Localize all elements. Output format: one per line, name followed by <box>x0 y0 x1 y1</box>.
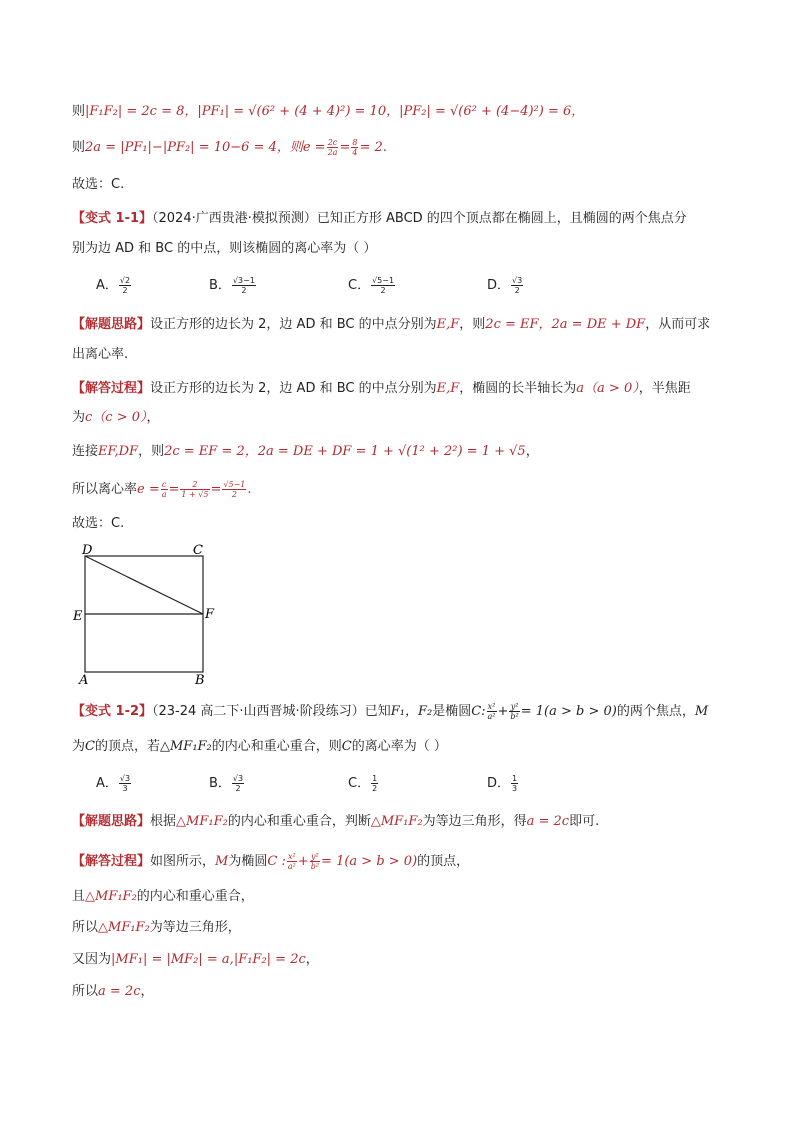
formula: E,F <box>436 317 460 332</box>
denominator: 2 <box>122 286 128 295</box>
text: 为椭圆 <box>228 854 268 869</box>
option-label: D． <box>487 776 511 791</box>
numerator: 2c <box>327 138 338 147</box>
formula: = 1(a > b > 0) <box>321 854 418 869</box>
numerator: √2 <box>119 276 131 285</box>
question-1-1-line-1 <box>72 210 687 228</box>
numerator: √3−1 <box>232 276 255 285</box>
fraction <box>119 774 131 793</box>
option-a[interactable] <box>96 276 132 295</box>
text: 则 <box>72 104 86 119</box>
formula: △MF₁F₂ <box>159 739 212 754</box>
source: （2024·广西贵港·模拟预测） <box>152 211 317 226</box>
formula: M <box>215 854 229 869</box>
fraction <box>511 774 518 793</box>
option-label: A． <box>96 776 118 791</box>
formula: C : <box>267 854 286 869</box>
text: 设正方形的边长为 2，边 AD 和 BC 的中点分别为 <box>150 317 437 332</box>
idea-1-2-line <box>72 813 599 831</box>
denominator: 2 <box>372 784 378 793</box>
label-c: C <box>193 543 203 558</box>
idea-tag: 【解题思路】 <box>72 317 151 332</box>
solution-line-1 <box>72 103 584 121</box>
text: 所以离心率 <box>72 482 138 497</box>
label-d: D <box>82 543 93 558</box>
text: 如图所示， <box>150 854 216 869</box>
text: 为等边三角形，得 <box>422 814 527 829</box>
text: ， <box>525 444 539 459</box>
label-b: B <box>195 673 205 688</box>
option-b[interactable] <box>209 276 257 295</box>
process-1-1-line-2 <box>72 409 160 427</box>
numerator: x² <box>287 852 296 861</box>
option-c[interactable] <box>348 276 396 295</box>
text: 为等边三角形， <box>149 920 241 935</box>
text: 所以 <box>72 920 99 935</box>
text: ，半焦距 <box>638 381 691 396</box>
formula: |F₁F₂| = 2c = 8，|PF₁| = √(6² + (4 + 4)²) = 10，|PF₂| = √(6² + (4−4)²) = 6， <box>85 104 585 119</box>
option-b[interactable] <box>209 774 245 793</box>
numerator: x² <box>487 702 496 711</box>
numerator: √3 <box>119 774 131 783</box>
text: 所以 <box>72 984 99 999</box>
text: ， <box>146 410 160 425</box>
square-figure <box>72 540 222 688</box>
formula: 2a = |PF₁|−|PF₂| = 10−6 = 4，则 <box>85 140 303 155</box>
text: 为 <box>72 739 86 754</box>
fraction <box>310 852 320 871</box>
formula: △MF₁F₂ <box>176 814 228 829</box>
formula: C: <box>471 704 486 719</box>
idea-1-1-line-2: 出离心率. <box>72 347 129 362</box>
text: 的内心和重心重合，判断 <box>227 814 371 829</box>
text: 设正方形的边长为 2，边 AD 和 BC 的中点分别为 <box>150 381 437 396</box>
question-text: 已知正方形 ABCD 的四个顶点都在椭圆上，且椭圆的两个焦点分 <box>316 211 687 226</box>
source: （23-24 高二下·山西晋城·阶段练习） <box>152 704 365 719</box>
segment-df <box>85 556 203 614</box>
text: 即可. <box>569 814 600 829</box>
formula: E,F <box>436 381 460 396</box>
fraction <box>371 774 378 793</box>
fraction <box>327 138 339 157</box>
numerator: 8 <box>352 138 358 147</box>
denominator: b² <box>510 712 519 721</box>
process-1-2-line-1 <box>72 852 469 871</box>
numerator: 1 <box>512 774 518 783</box>
formula: 2c = EF = 2，2a = DE + DF = 1 + √(1² + 2²) = 1 + √5 <box>164 444 526 459</box>
text: 的内心和重心重合，则 <box>211 739 342 754</box>
process-1-2-line-2 <box>72 888 254 906</box>
process-1-1-line-3 <box>72 443 539 461</box>
option-d[interactable] <box>487 276 524 295</box>
fraction <box>511 276 523 295</box>
formula: C <box>85 739 95 754</box>
formula: 2c = EF，2a = DE + DF <box>485 317 646 332</box>
formula: = 2. <box>359 140 387 155</box>
fraction <box>232 774 244 793</box>
denominator: 2 <box>235 784 241 793</box>
process-1-1-line-4 <box>72 480 252 499</box>
option-label: C． <box>348 776 371 791</box>
fraction <box>232 276 256 295</box>
formula: a = 2c <box>526 814 570 829</box>
formula: = <box>168 482 180 497</box>
formula: M <box>694 704 709 719</box>
denominator: 3 <box>122 784 128 793</box>
numerator: √3 <box>512 276 523 285</box>
text: 的两个焦点， <box>616 704 695 719</box>
variant-tag: 【变式 1-1】 <box>72 211 153 226</box>
denominator: 1 + √5 <box>181 490 209 499</box>
process-1-2-line-3 <box>72 919 241 937</box>
denominator: a <box>161 490 167 499</box>
label-e: E <box>73 609 83 624</box>
option-label: C． <box>348 278 371 293</box>
text: 为 <box>72 410 86 425</box>
solution-line-2 <box>72 138 387 157</box>
process-1-2-line-4 <box>72 951 319 969</box>
numerator: 1 <box>372 774 378 783</box>
formula: a = 2c <box>98 984 141 999</box>
formula: F₁，F₂ <box>390 704 433 719</box>
fraction <box>161 480 168 499</box>
denominator: 2a <box>327 148 338 157</box>
formula: . <box>247 482 252 497</box>
fraction <box>287 852 297 871</box>
fraction <box>371 276 395 295</box>
fraction <box>487 702 497 721</box>
option-label: A． <box>96 278 118 293</box>
process-tag: 【解答过程】 <box>72 854 151 869</box>
text: 又因为 <box>72 952 112 967</box>
text: 的顶点， <box>417 854 470 869</box>
formula: △MF₁F₂ <box>85 889 137 904</box>
idea-1-1-line-1 <box>72 316 710 334</box>
label-f: F <box>205 607 215 622</box>
formula: = <box>210 482 222 497</box>
denominator: 2 <box>514 286 520 295</box>
denominator: a² <box>287 862 296 871</box>
process-1-2-line-5 <box>72 983 154 1001</box>
answer-line: 故选：C. <box>72 516 125 531</box>
variant-tag: 【变式 1-2】 <box>72 704 153 719</box>
numerator: 2 <box>180 480 209 490</box>
text: ，椭圆的长半轴长为 <box>459 381 577 396</box>
fraction <box>119 276 131 295</box>
option-label: B． <box>209 776 231 791</box>
numerator: y² <box>510 702 519 711</box>
fraction <box>509 702 519 721</box>
text: 的离心率为（ ） <box>351 739 447 754</box>
formula: e = <box>137 482 160 497</box>
fraction <box>222 480 246 499</box>
question-1-2-line-1 <box>72 702 708 721</box>
numerator: √5−1 <box>223 480 246 489</box>
text: 的顶点，若 <box>94 739 160 754</box>
text: ， <box>305 952 319 967</box>
text: 已知 <box>364 704 391 719</box>
denominator: 2 <box>380 286 386 295</box>
denominator: b² <box>310 862 320 871</box>
formula: e = <box>302 140 326 155</box>
process-1-1-line-1 <box>72 380 691 398</box>
text: ， <box>140 984 154 999</box>
denominator: a² <box>487 712 496 721</box>
numerator: √5−1 <box>372 276 395 285</box>
text: ，则 <box>138 444 165 459</box>
formula: △MF₁F₂ <box>370 814 423 829</box>
process-tag: 【解答过程】 <box>72 381 151 396</box>
text: 的内心和重心重合， <box>136 889 254 904</box>
fraction <box>180 480 209 499</box>
formula: + <box>497 704 509 719</box>
text: ，则 <box>459 317 486 332</box>
formula: EF,DF <box>98 444 139 459</box>
option-a[interactable] <box>96 774 132 793</box>
text: 则 <box>72 140 86 155</box>
label-a: A <box>79 673 89 688</box>
denominator: 2 <box>241 286 247 295</box>
numerator: √3 <box>232 774 244 783</box>
option-label: D． <box>487 278 511 293</box>
numerator: c <box>161 480 167 489</box>
text: 是椭圆 <box>432 704 472 719</box>
denominator: 2 <box>231 490 237 499</box>
question-1-1-line-2: 别为边 AD 和 BC 的中点，则该椭圆的离心率为（ ） <box>72 241 377 256</box>
formula: c（c > 0） <box>85 410 147 425</box>
formula: C <box>341 739 352 754</box>
formula: + <box>297 854 309 869</box>
question-1-2-line-2 <box>72 738 447 756</box>
formula: a（a > 0） <box>576 381 639 396</box>
formula: |MF₁| = |MF₂| = a,|F₁F₂| = 2c <box>111 952 306 967</box>
text: 且 <box>72 889 86 904</box>
answer-line: 故选：C. <box>72 177 125 192</box>
denominator: 4 <box>352 148 358 157</box>
denominator: 3 <box>512 784 518 793</box>
formula: = <box>339 140 351 155</box>
text: 根据 <box>150 814 177 829</box>
text: ，从而可求 <box>645 317 711 332</box>
text: 连接 <box>72 444 99 459</box>
formula: = 1(a > b > 0) <box>520 704 617 719</box>
fraction <box>351 138 358 157</box>
formula: △MF₁F₂ <box>98 920 150 935</box>
option-c[interactable] <box>348 774 379 793</box>
idea-tag: 【解题思路】 <box>72 814 151 829</box>
option-d[interactable] <box>487 774 519 793</box>
numerator: y² <box>311 852 319 861</box>
option-label: B． <box>209 278 231 293</box>
